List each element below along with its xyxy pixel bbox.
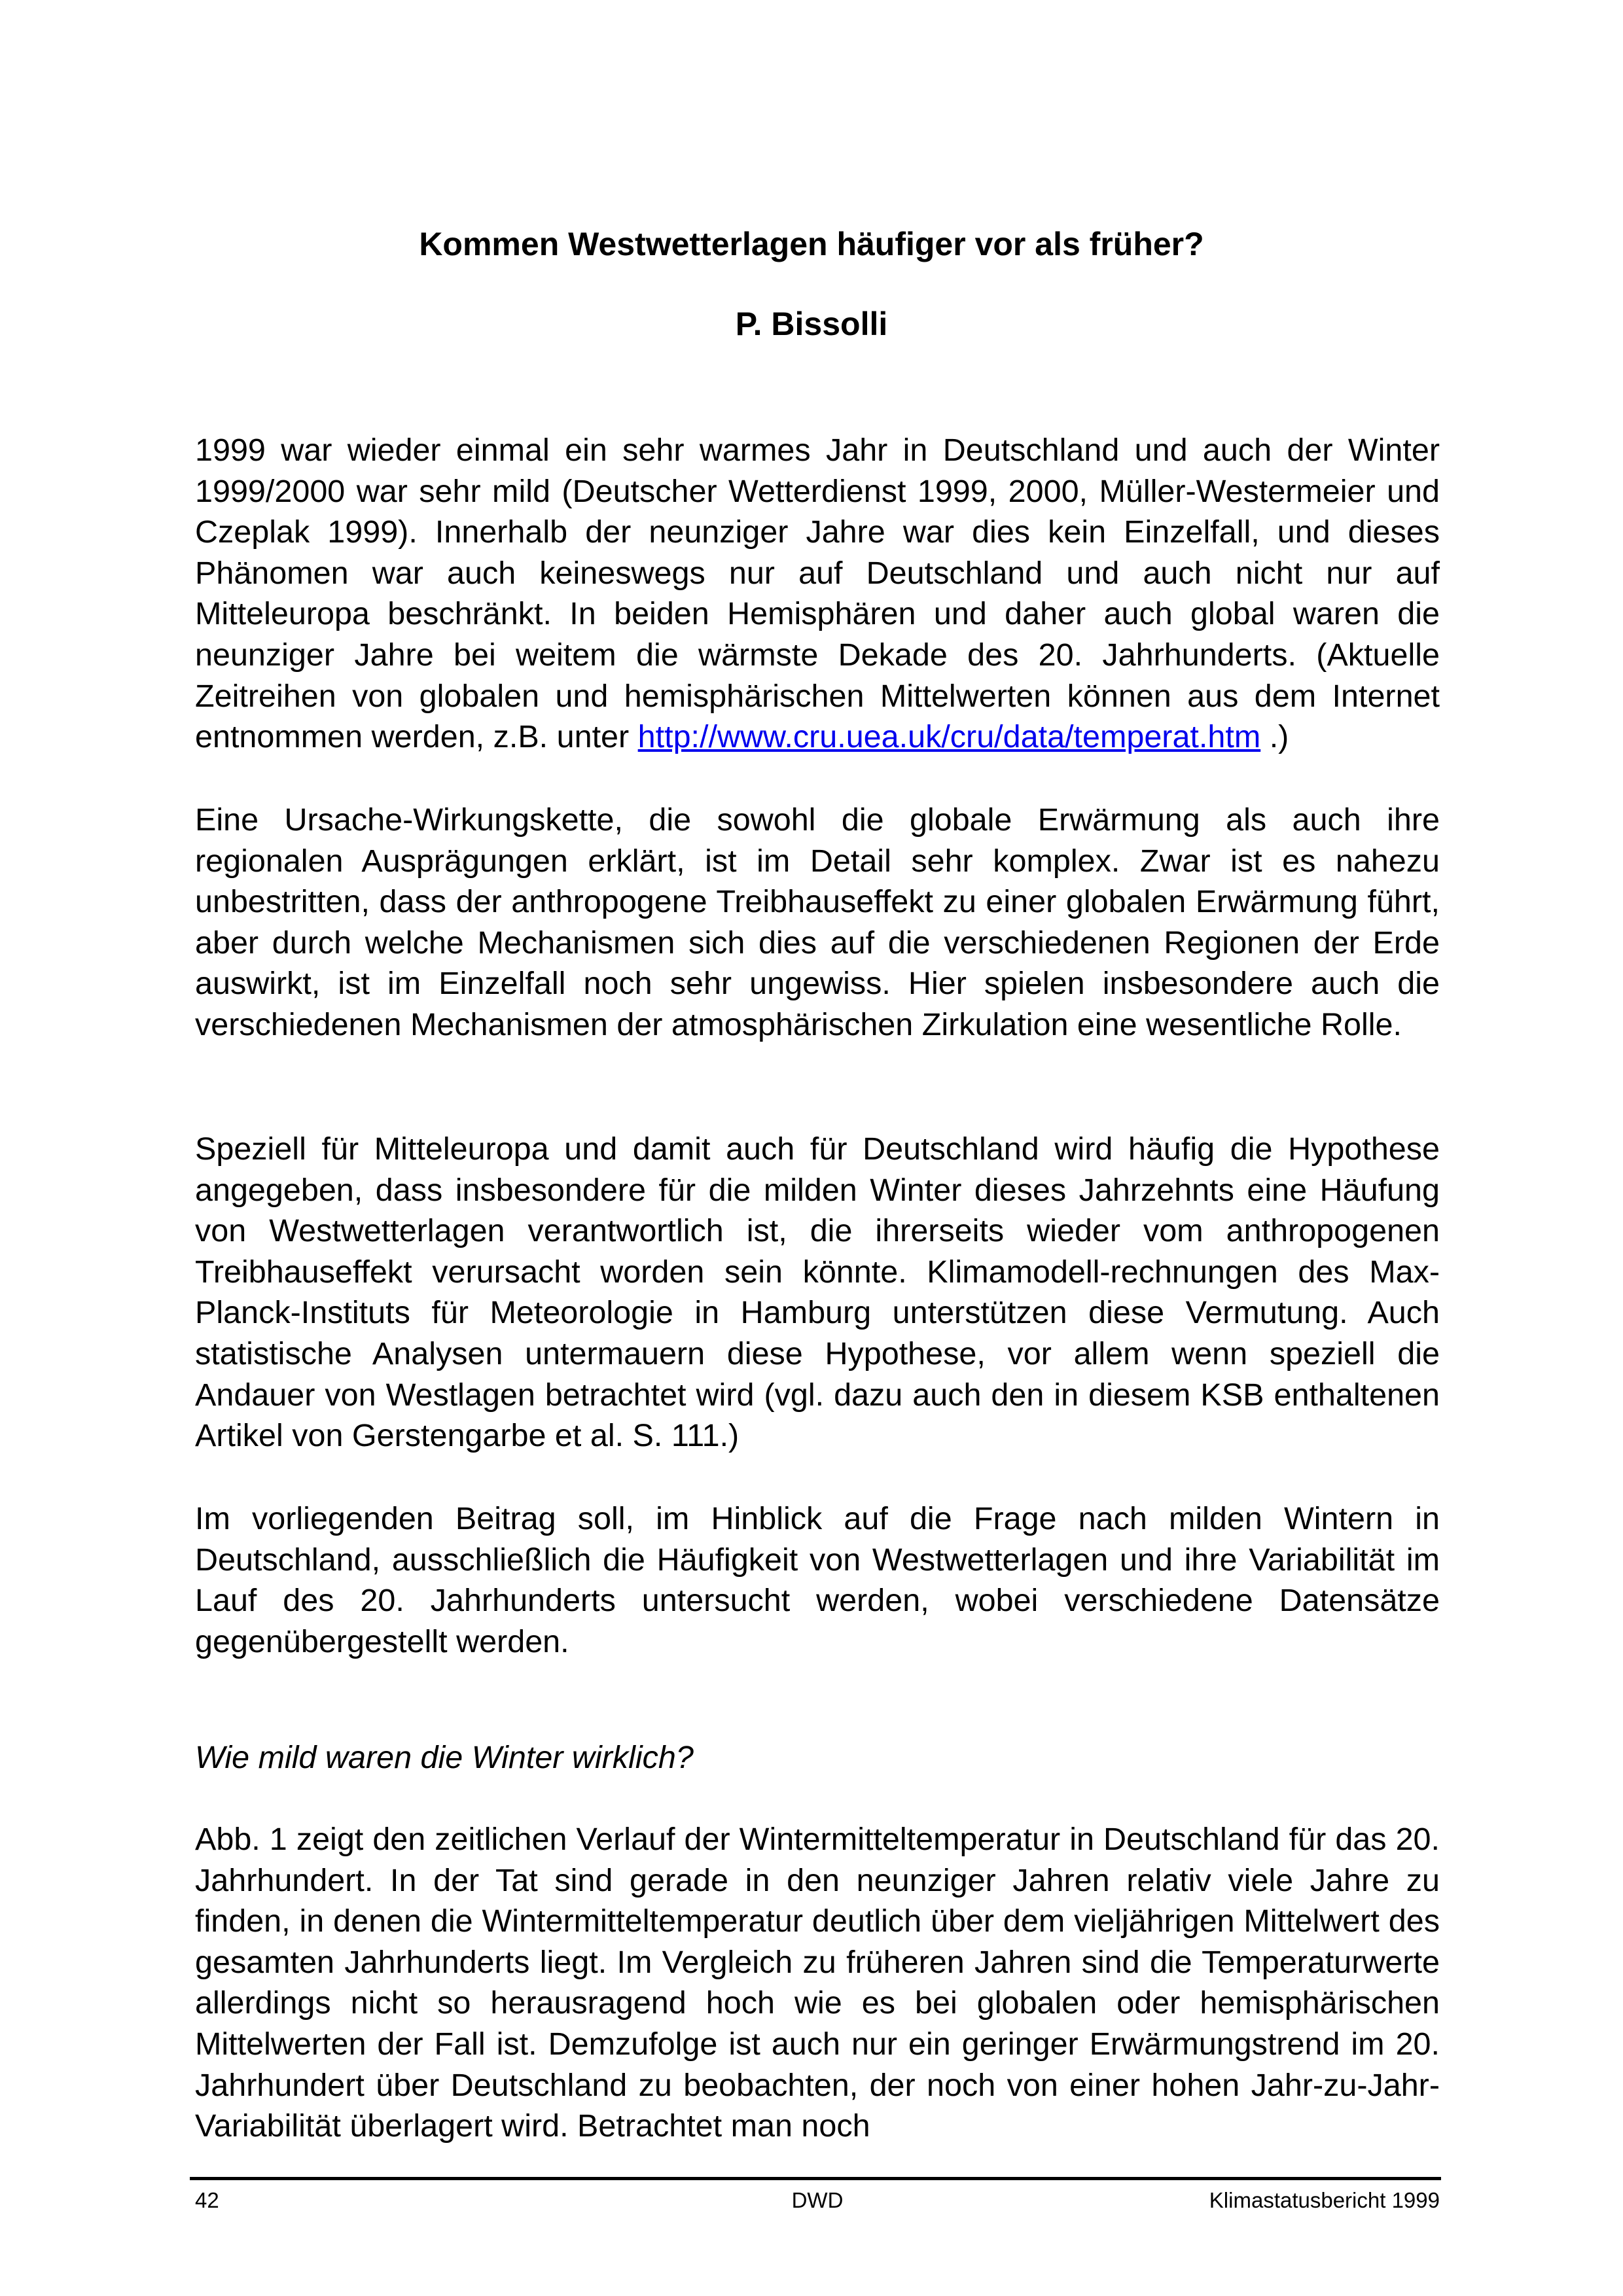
paragraph-hypothesis-text: Speziell für Mitteleuropa und damit auch für Deutschland wird häufig die Hypothese angegeben, dass insbesondere für die milden Winter dieses Jahrzehnts eine Häufung von Westwetterlagen verantwortlich ist, die ihrerseits wieder vom anthropogenen Treibhauseffekt verursacht worden sein könnte. Klimamodell-rechnungen des Max-Planck-Instituts für Meteorologie in Hamburg unterstützen diese Vermutung. Auch statistische Analysen untermauern diese Hypothese, vor allem wenn speziell die Andauer von Westlagen betrachtet wird (vgl. dazu auch den in diesem KSB enthaltenen Artikel von Gerstengarbe et al. S. 111.): [195, 1131, 1440, 1454]
cru-temperature-link[interactable]: http://www.cru.uea.uk/cru/data/temperat.htm: [637, 719, 1261, 755]
footer-report-title: Klimastatusbericht 1999: [1209, 2188, 1440, 2212]
paragraph-intro: [195, 430, 1440, 758]
paragraph-hypothesis: [195, 1129, 1440, 1457]
paragraph-causation-text: Eine Ursache-Wirkungskette, die sowohl die globale Erwärmung als auch ihre regionalen Ausprägungen erklärt, ist im Detail sehr komplex. Zwar ist es nahezu unbestritten, dass der anthropogene Treibhauseffekt zu einer globalen Erwärmung führt, aber durch welche Mechanismen sich dies auf die verschiedenen Regionen der Erde auswirkt, ist im Einzelfall noch sehr ungewiss. Hier spielen insbesondere auch die verschiedenen Mechanismen der atmosphärischen Zirkulation eine wesentliche Rolle.: [195, 802, 1440, 1042]
page-footer: [195, 2185, 1440, 2216]
author-name: P. Bissolli: [735, 306, 888, 342]
footer-page-number: 42: [195, 2188, 219, 2212]
paragraph-intro-tail: .): [1260, 719, 1289, 755]
section-heading: Wie mild waren die Winter wirklich?: [195, 1740, 694, 1775]
paragraph-winter-temperature: [195, 1819, 1440, 2147]
paragraph-scope: [195, 1498, 1440, 1662]
paragraph-intro-text: 1999 war wieder einmal ein sehr warmes Jahr in Deutschland und auch der Winter 1999/2000 war sehr mild (Deutscher Wetterdienst 1999, 2000, Müller-Westermeier und Czeplak 1999). Innerhalb der neunziger Jahre war dies kein Einzelfall, und dieses Phänomen war auch keineswegs nur auf Deutschland und auch nicht nur auf Mitteleuropa beschränkt. In beiden Hemisphären und daher auch global waren die neunziger Jahre bei weitem die wärmste Dekade des 20. Jahrhunderts. (Aktuelle Zeitreihen von globalen und hemisphärischen Mittelwerten können aus dem Internet entnommen werden, z.B. unter: [195, 433, 1440, 755]
document-title: Kommen Westwetterlagen häufiger vor als früher?: [419, 226, 1204, 262]
footer-divider: [190, 2177, 1441, 2180]
paragraph-causation: [195, 800, 1440, 1046]
footer-publisher: DWD: [791, 2188, 844, 2212]
paragraph-winter-temperature-text: Abb. 1 zeigt den zeitlichen Verlauf der Wintermitteltemperatur in Deutschland für das 20. Jahrhundert. In der Tat sind gerade in den neunziger Jahren relativ viele Jahre zu finden, in denen die Wintermitteltemperatur deutlich über dem vieljährigen Mittelwert des gesamten Jahrhunderts liegt. Im Vergleich zu früheren Jahren sind die Temperaturwerte allerdings nicht so herausragend hoch wie es bei globalen oder hemisphärischen Mittelwerten der Fall ist. Demzufolge ist auch nur ein geringer Erwärmungstrend im 20. Jahrhundert über Deutschland zu beobachten, der noch von einer hohen Jahr-zu-Jahr-Variabilität überlagert wird. Betrachtet man noch: [195, 1822, 1440, 2144]
paragraph-scope-text: Im vorliegenden Beitrag soll, im Hinblick auf die Frage nach milden Wintern in Deutschland, ausschließlich die Häufigkeit von Westwetterlagen und ihre Variabilität im Lauf des 20. Jahrhunderts untersucht werden, wobei verschiedene Datensätze gegenübergestellt werden.: [195, 1501, 1440, 1659]
